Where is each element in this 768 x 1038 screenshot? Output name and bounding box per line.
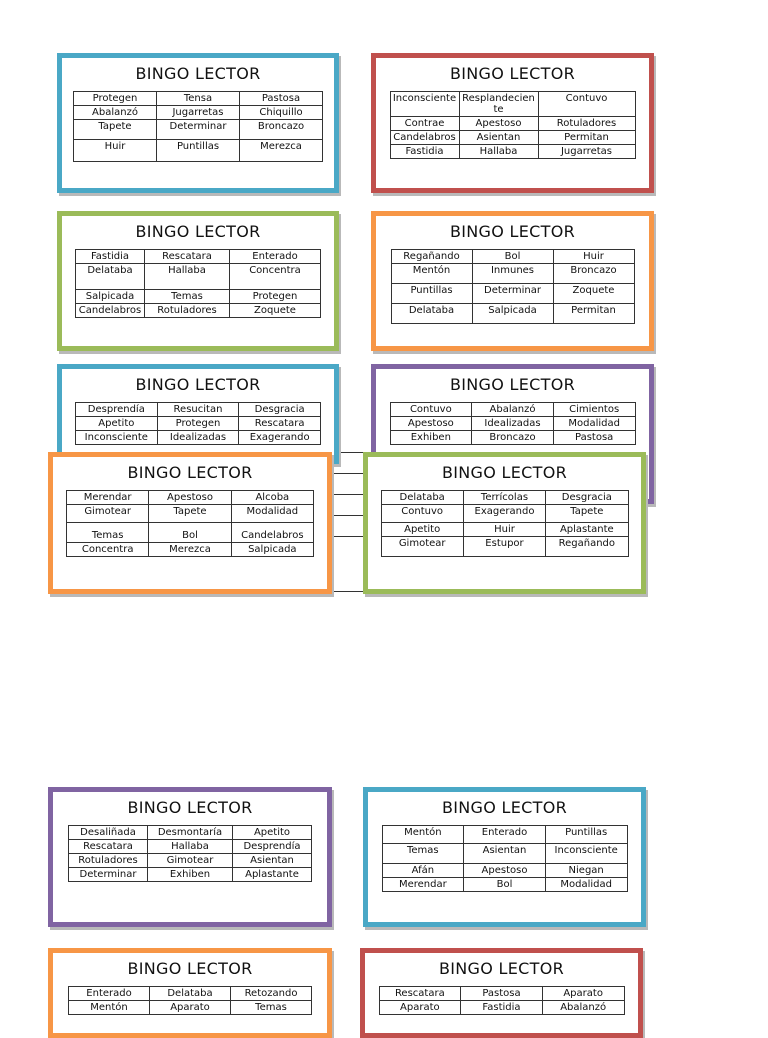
grid-cell: Idealizadas [157,431,239,445]
grid-cell: Exhiben [148,868,233,882]
grid-cell: Chiquillo [240,106,323,120]
grid-cell: Regañando [546,537,628,557]
table-row [76,250,321,264]
grid-cell: Desgracia [239,403,321,417]
table-row [74,120,323,140]
grid-cell: Exagerando [239,431,321,445]
grid-cell: Salpicada [231,543,313,557]
table-row [76,264,321,290]
table-row [381,523,628,537]
grid-cell: Salpicada [76,290,145,304]
grid-cell: Asientan [459,131,538,145]
grid-cell: Hallaba [459,145,538,159]
grid-cell: Candelabros [390,131,459,145]
grid-cell: Abalanzó [542,1001,624,1015]
table-row [76,290,321,304]
table-row [67,491,314,505]
grid-cell: Merezca [240,140,323,162]
grid-cell: Huir [74,140,157,162]
bingo-card-1 [57,53,339,193]
grid-cell: Desmontaría [148,826,233,840]
table-row [390,92,635,117]
bingo-grid [391,249,635,324]
table-row [67,543,314,557]
grid-cell: Merezca [149,543,231,557]
bingo-card-8 [363,452,646,594]
grid-cell: Pastosa [553,431,635,445]
grid-cell: Temas [382,844,464,864]
bingo-card-4 [371,211,654,351]
bingo-card-5 [57,364,339,464]
bingo-card-12 [360,948,643,1038]
bingo-grid [390,91,636,159]
grid-cell: Salpicada [472,304,553,324]
grid-cell: Enterado [69,987,150,1001]
grid-cell: Abalanzó [472,403,554,417]
bingo-card-10 [363,787,646,927]
grid-cell: Modalidad [231,505,313,523]
grid-cell: Candelabros [76,304,145,318]
grid-cell: Apestoso [459,117,538,131]
grid-cell: Fastidia [390,145,459,159]
grid-cell: Niegan [545,864,627,878]
grid-cell: Protegen [74,92,157,106]
grid-cell: Inconsciente [390,92,459,117]
table-row [76,431,321,445]
table-row [379,987,624,1001]
grid-cell: Delataba [150,987,231,1001]
table-row [390,117,635,131]
table-row [69,840,312,854]
grid-cell: Contuvo [538,92,635,117]
grid-cell: Rotuladores [145,304,230,318]
grid-cell: Pastosa [461,987,543,1001]
grid-cell: Determinar [472,284,553,304]
grid-cell: Aparato [150,1001,231,1015]
grid-cell: Alcoba [231,491,313,505]
grid-cell: Huir [553,250,634,264]
table-row [74,106,323,120]
table-row [381,491,628,505]
grid-cell: Mentón [382,826,464,844]
grid-cell: Contrae [390,117,459,131]
grid-cell: Apetito [76,417,158,431]
grid-cell: Asientan [233,854,312,868]
table-row [379,1001,624,1015]
grid-cell: Inconsciente [545,844,627,864]
grid-cell: Enterado [230,250,321,264]
grid-cell: Asientan [464,844,546,864]
grid-cell: Rescatara [239,417,321,431]
grid-cell: Determinar [157,120,240,140]
card-title: BINGO LECTOR [449,222,576,241]
grid-cell: Merendar [67,491,149,505]
grid-cell: Protegen [230,290,321,304]
grid-cell: Modalidad [553,417,635,431]
bingo-grid [68,986,312,1015]
grid-cell: Inmunes [472,264,553,284]
table-row [390,431,635,445]
grid-cell: Gimotear [148,854,233,868]
grid-cell: Rotuladores [69,854,148,868]
grid-cell: Bol [149,523,231,543]
grid-cell: Temas [67,523,149,543]
grid-cell: Huir [463,523,545,537]
card-title: BINGO LECTOR [135,222,261,241]
table-row [76,403,321,417]
grid-cell: Broncazo [472,431,554,445]
grid-cell: Fastidia [461,1001,543,1015]
table-row [381,537,628,557]
grid-cell: Idealizadas [472,417,554,431]
table-row [69,854,312,868]
card-title: BINGO LECTOR [127,798,253,817]
bingo-card-7 [48,452,332,594]
grid-cell: Hallaba [148,840,233,854]
grid-cell: Fastidia [76,250,145,264]
table-row [67,523,314,543]
table-row [382,844,627,864]
grid-cell: Permitan [553,304,634,324]
grid-cell: Puntillas [545,826,627,844]
card-title: BINGO LECTOR [135,64,261,83]
grid-cell: Modalidad [545,878,627,892]
bingo-grid [66,490,314,557]
table-row [69,987,312,1001]
grid-cell: Aplastante [546,523,628,537]
bingo-card-9 [48,787,332,927]
table-row [391,304,634,324]
table-row [76,417,321,431]
grid-cell: Resucitan [157,403,239,417]
card-title: BINGO LECTOR [438,959,565,978]
card-title: BINGO LECTOR [135,375,261,394]
grid-cell: Tapete [149,505,231,523]
grid-cell: Apestoso [149,491,231,505]
grid-cell: Temas [231,1001,312,1015]
bingo-grid [73,91,323,162]
grid-cell: Delataba [381,491,463,505]
hidden-table-fragment [330,452,364,592]
card-title: BINGO LECTOR [441,463,568,482]
card-title: BINGO LECTOR [127,959,253,978]
grid-cell: Rescatara [69,840,148,854]
grid-cell: Rescatara [145,250,230,264]
grid-cell: Jugarretas [538,145,635,159]
table-row [69,1001,312,1015]
grid-cell: Aplastante [233,868,312,882]
grid-cell: Contuvo [390,403,472,417]
table-row [76,304,321,318]
table-row [390,131,635,145]
grid-cell: Mentón [69,1001,150,1015]
grid-cell: Desprendía [76,403,158,417]
grid-cell: Delataba [76,264,145,290]
grid-cell: Concentra [67,543,149,557]
grid-cell: Rotuladores [538,117,635,131]
grid-cell: Aparato [379,1001,461,1015]
grid-cell: Gimotear [67,505,149,523]
card-title: BINGO LECTOR [127,463,253,482]
table-row [391,284,634,304]
grid-cell: Apetito [381,523,463,537]
grid-cell: Delataba [391,304,472,324]
table-row [69,868,312,882]
bingo-grid [379,986,625,1015]
table-row [391,250,634,264]
bingo-grid [382,825,628,892]
grid-cell: Contuvo [381,505,463,523]
grid-cell: Hallaba [145,264,230,290]
bingo-grid [75,249,321,318]
grid-cell: Determinar [69,868,148,882]
table-row [390,145,635,159]
grid-cell: Apestoso [464,864,546,878]
grid-cell: Mentón [391,264,472,284]
table-row [74,92,323,106]
grid-cell: Tapete [546,505,628,523]
grid-cell: Exhiben [390,431,472,445]
grid-cell: Zoquete [553,284,634,304]
grid-cell: Broncazo [553,264,634,284]
grid-cell: Protegen [157,417,239,431]
grid-cell: Pastosa [240,92,323,106]
grid-cell: Terrícolas [463,491,545,505]
bingo-grid [381,490,629,557]
table-row [382,878,627,892]
card-title: BINGO LECTOR [441,798,568,817]
bingo-card-3 [57,211,339,351]
table-row [390,417,635,431]
table-row [74,140,323,162]
grid-cell: Zoquete [230,304,321,318]
grid-cell: Permitan [538,131,635,145]
table-row [381,505,628,523]
grid-cell: Regañando [391,250,472,264]
grid-cell: Puntillas [391,284,472,304]
card-title: BINGO LECTOR [449,375,576,394]
table-row [390,403,635,417]
grid-cell: Candelabros [231,523,313,543]
grid-cell: Aparato [542,987,624,1001]
table-row [382,826,627,844]
grid-cell: Apestoso [390,417,472,431]
grid-cell: Cimientos [553,403,635,417]
table-row [391,264,634,284]
grid-cell: Bol [472,250,553,264]
grid-cell: Bol [464,878,546,892]
grid-cell: Resplandeciente [459,92,538,117]
bingo-grid [75,402,321,445]
grid-cell: Desprendía [233,840,312,854]
grid-cell: Merendar [382,878,464,892]
grid-cell: Tapete [74,120,157,140]
table-row [69,826,312,840]
grid-cell: Broncazo [240,120,323,140]
bingo-grid [68,825,312,882]
grid-cell: Rescatara [379,987,461,1001]
grid-cell: Puntillas [157,140,240,162]
grid-cell: Jugarretas [157,106,240,120]
grid-cell: Enterado [464,826,546,844]
grid-cell: Retozando [231,987,312,1001]
grid-cell: Temas [145,290,230,304]
table-row [382,864,627,878]
grid-cell: Apetito [233,826,312,840]
grid-cell: Afán [382,864,464,878]
grid-cell: Desaliñada [69,826,148,840]
grid-cell: Inconsciente [76,431,158,445]
card-title: BINGO LECTOR [449,64,576,83]
grid-cell: Gimotear [381,537,463,557]
bingo-card-11 [48,948,332,1038]
grid-cell: Desgracia [546,491,628,505]
bingo-card-2 [371,53,654,193]
grid-cell: Tensa [157,92,240,106]
table-row [67,505,314,523]
grid-cell: Estupor [463,537,545,557]
bingo-grid [390,402,636,445]
grid-cell: Exagerando [463,505,545,523]
grid-cell: Abalanzó [74,106,157,120]
grid-cell: Concentra [230,264,321,290]
